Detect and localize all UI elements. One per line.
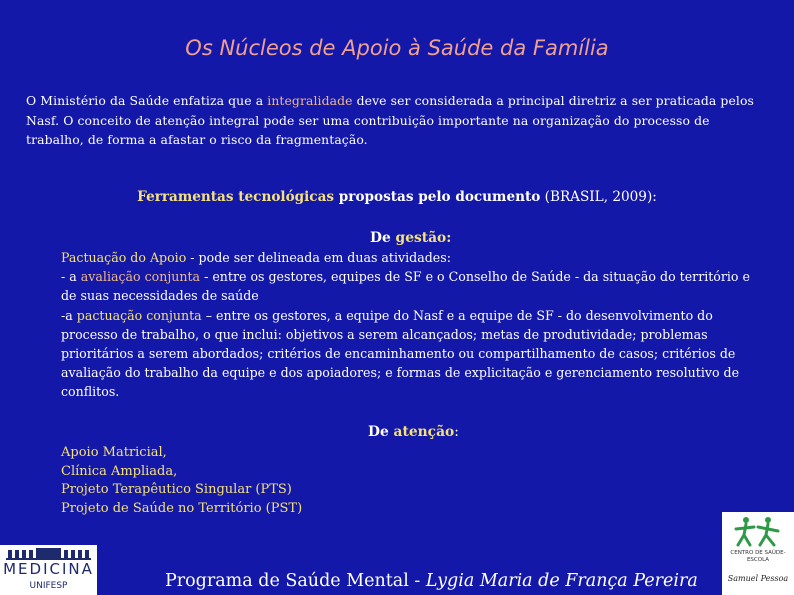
gestao-block: [61, 248, 761, 402]
pactuacao-line: [61, 248, 761, 267]
pactuacao-text: - pode ser delineada em duas atividades:: [186, 250, 451, 265]
gestao-item-1-highlight: avaliação conjunta: [80, 269, 201, 285]
list-item: Projeto Terapêutico Singular (PTS): [61, 482, 292, 497]
samuel-pessoa-signature: Samuel Pessoa: [727, 574, 789, 583]
gestao-item-1-prefix: - a: [61, 269, 81, 285]
atencao-list: [61, 444, 302, 518]
gestao-heading: [370, 230, 451, 246]
atencao-heading-prefix: De: [368, 424, 394, 440]
atencao-heading-highlight: atenção: [393, 424, 455, 440]
atencao-heading: [368, 424, 459, 440]
gestao-heading-highlight: gestão:: [395, 230, 452, 246]
intro-paragraph: [26, 91, 768, 150]
centro-saude-escola-caption: CENTRO DE SAÚDE-ESCOLA: [730, 550, 786, 563]
gestao-item-2-text: – entre os gestores, a equipe do Nasf e a equipe de SF - do desenvolvimento do processo de trabalho, o que inclui: objetivos a serem alcançados; metas de produtividade; problemas prioritários a serem abordados; critérios de encaminhamento ou compartilhamento de casos; critérios de avaliação do trabalho da equipe e dos apoiadores; e formas de explicitação e gerenciamento resolutivo de conflitos.: [61, 307, 740, 400]
tools-heading: [0, 189, 794, 205]
page-title: Os Núcleos de Apoio à Saúde da Família: [185, 36, 609, 60]
intro-text-2: deve ser considerada a principal diretriz a ser praticada pelos Nasf. O conceito de atenção integral pode ser uma contribuição importante na organização do processo de trabalho, de forma a afastar o risco da fragmentação.: [26, 93, 754, 147]
medicina-logo: [0, 545, 97, 595]
tools-heading-citation: (BRASIL, 2009):: [540, 189, 657, 205]
gestao-heading-prefix: De: [370, 230, 396, 246]
gestao-item-pactuacao: [61, 306, 761, 402]
atencao-heading-suffix: :: [454, 424, 459, 440]
intro-highlight: integralidade: [267, 93, 353, 108]
unifesp-logo-text: UNIFESP: [29, 581, 68, 591]
gestao-item-2-prefix: -a: [61, 307, 77, 323]
list-item: Clínica Ampliada,: [61, 463, 178, 479]
intro-text-1: O Ministério da Saúde enfatiza que a: [26, 93, 268, 108]
gestao-item-1-text: - entre os gestores, equipes de SF e o Conselho de Saúde - da situação do território e de suas necessidades de saúde: [61, 269, 750, 304]
footer-author: Lygia Maria de França Pereira: [425, 571, 698, 591]
tools-heading-bold: propostas pelo documento: [334, 189, 541, 205]
medicina-logo-text: MEDICINA: [3, 560, 94, 578]
centro-saude-escola-logo: [722, 512, 794, 595]
footer-caption: [165, 571, 698, 591]
list-item: Apoio Matricial,: [61, 445, 167, 460]
figures-icon: [732, 515, 784, 549]
pactuacao-label: Pactuação do Apoio: [61, 250, 187, 265]
gestao-item-2-highlight: pactuação conjunta: [76, 307, 202, 323]
gestao-item-avaliacao: [61, 267, 761, 305]
tools-heading-highlight: Ferramentas tecnológicas: [137, 189, 335, 205]
list-item: Projeto de Saúde no Território (PST): [61, 500, 303, 516]
footer-program: Programa de Saúde Mental -: [165, 571, 426, 591]
